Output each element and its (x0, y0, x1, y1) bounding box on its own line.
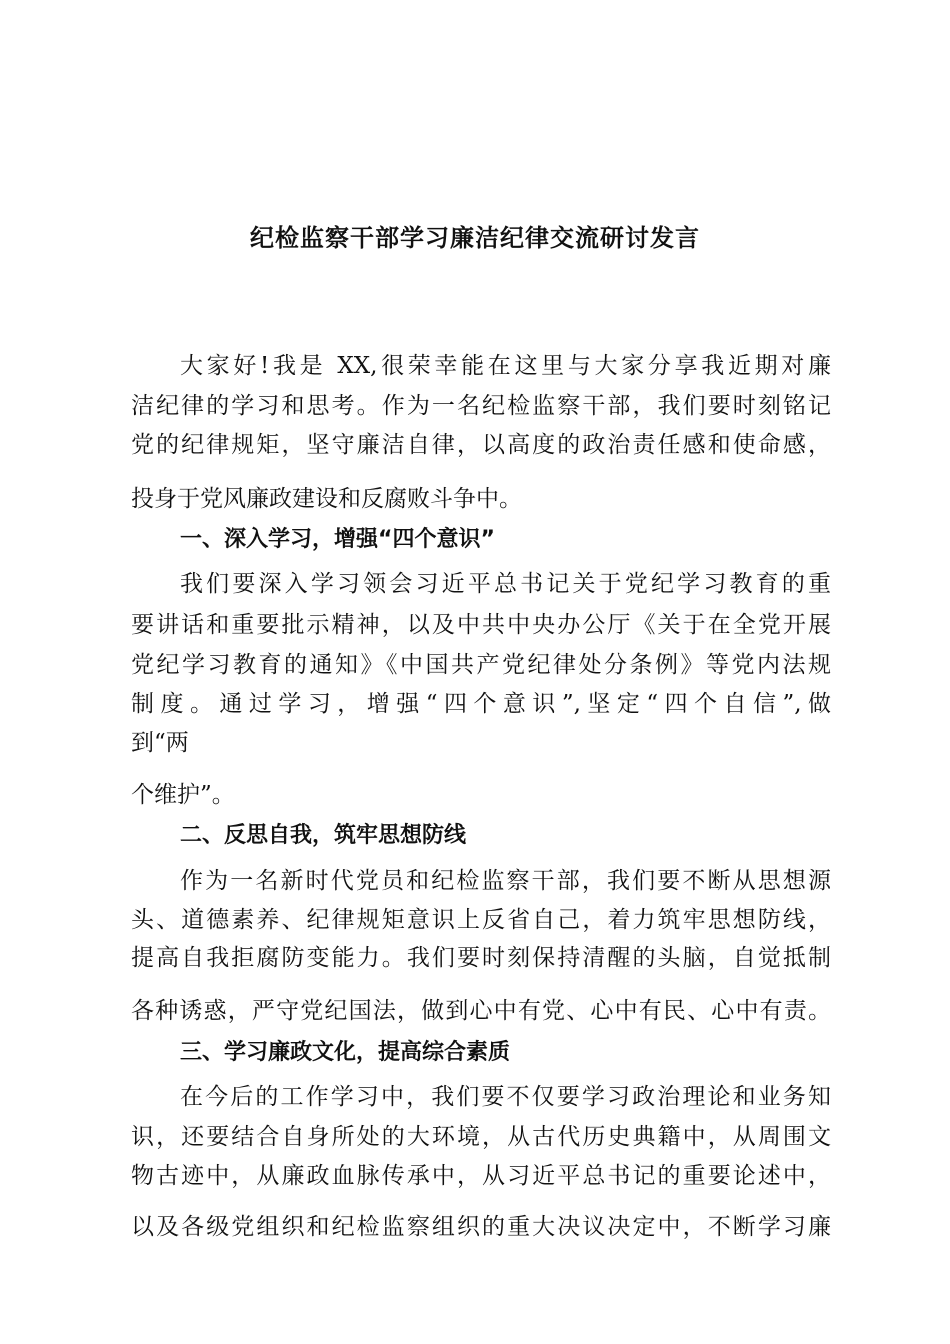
section-3-heading: 三、学习廉政文化，提高综合素质 (180, 1040, 511, 1065)
intro-line-3: 党的纪律规矩，坚守廉洁自律，以高度的政治责任感和使命感， (131, 432, 831, 458)
section-1-line-2: 要讲话和重要批示精神，以及中共中央办公厅《关于在全党开展 (131, 612, 831, 638)
section-2-line-3: 提高自我拒腐防变能力。我们要时刻保持清醒的头脑，自觉抵制 (131, 945, 831, 971)
intro-line-1: 大家好!我是 XX,很荣幸能在这里与大家分享我近期对廉 (180, 353, 831, 379)
section-3-line-3: 物古迹中，从廉政血脉传承中，从习近平总书记的重要论述中， (131, 1163, 831, 1189)
section-1-line-5: 到“两 (131, 730, 189, 756)
intro-line-4: 投身于党风廉政建设和反腐败斗争中。 (131, 486, 522, 512)
intro-line-2: 洁纪律的学习和思考。作为一名纪检监察干部，我们要时刻铭记 (131, 393, 831, 419)
section-3-line-4: 以及各级党组织和纪检监察组织的重大决议决定中，不断学习廉 (131, 1214, 831, 1240)
section-2-heading: 二、反思自我，筑牢思想防线 (180, 823, 467, 848)
section-2-line-4: 各种诱惑，严守党纪国法，做到心中有党、心中有民、心中有责。 (131, 998, 831, 1024)
section-1-line-3: 党纪学习教育的通知》《中国共产党纪律处分条例》等党内法规 (131, 652, 831, 678)
section-3-line-1: 在今后的工作学习中，我们要不仅要学习政治理论和业务知 (180, 1084, 831, 1110)
section-1-line-4: 制度。通过学习，增强“四个意识”,坚定“四个自信”,做 (131, 691, 831, 717)
document-title: 纪检监察干部学习廉洁纪律交流研讨发言 (250, 224, 700, 252)
section-2-line-1: 作为一名新时代党员和纪检监察干部，我们要不断从思想源 (180, 868, 831, 894)
section-1-heading: 一、深入学习，增强“四个意识” (180, 527, 495, 552)
section-1-line-1: 我们要深入学习领会习近平总书记关于党纪学习教育的重 (180, 571, 831, 597)
section-2-line-2: 头、道德素养、纪律规矩意识上反省自己，着力筑牢思想防线， (131, 907, 831, 933)
section-3-line-2: 识，还要结合自身所处的大环境，从古代历史典籍中，从周围文 (131, 1124, 831, 1150)
section-1-line-6: 个维护”。 (131, 782, 235, 808)
